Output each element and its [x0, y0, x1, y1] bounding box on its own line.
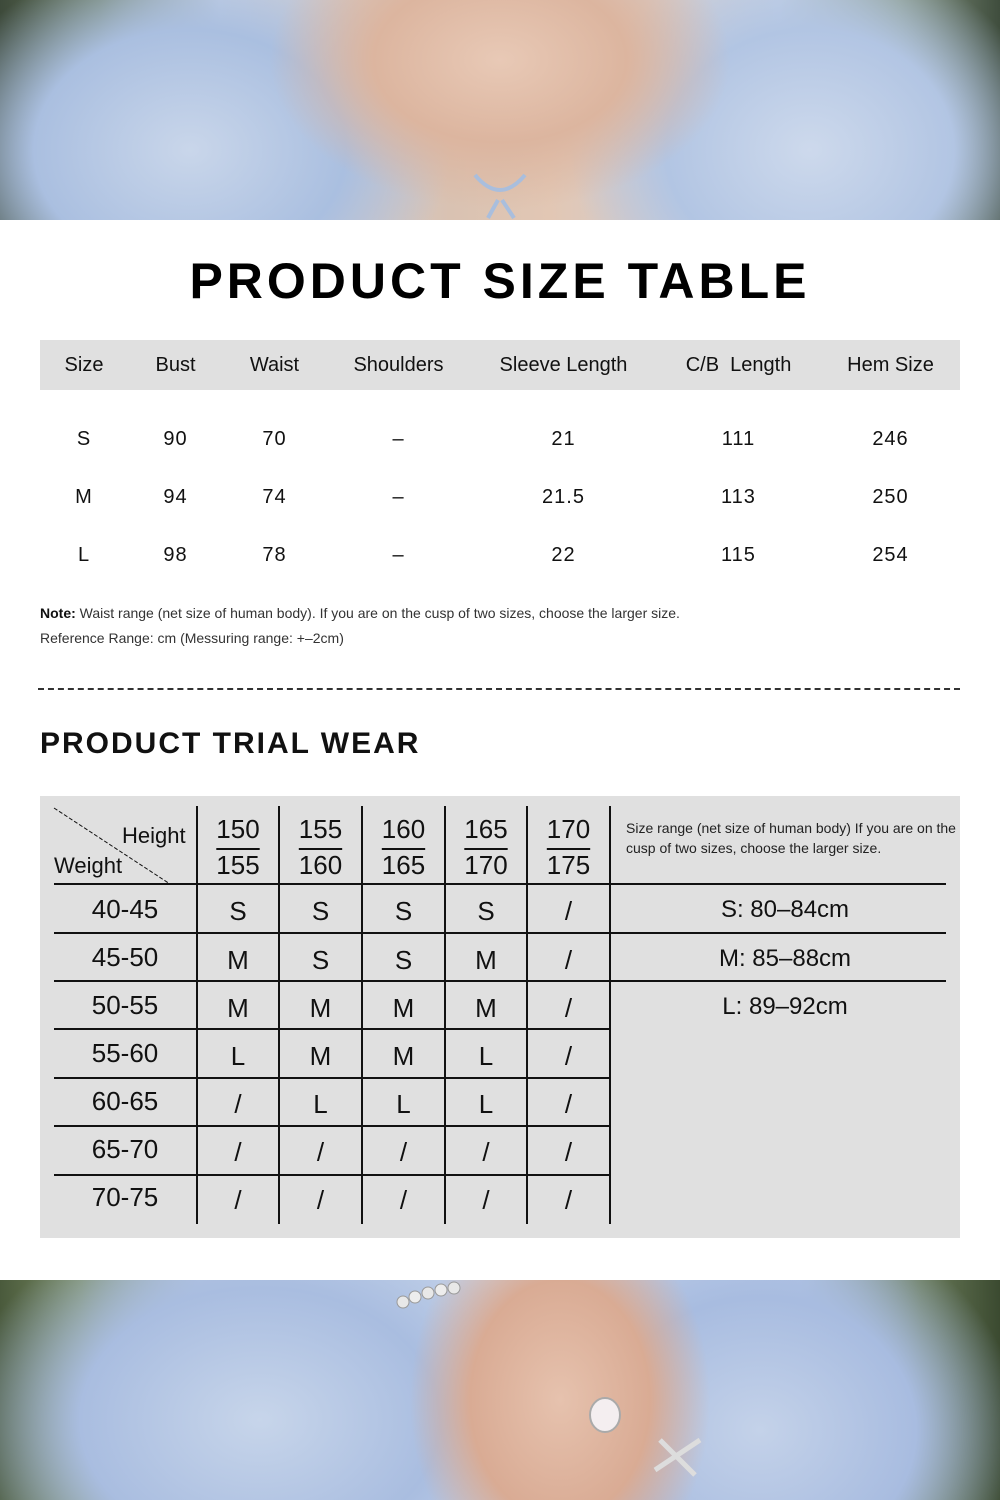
- size-cell: /: [482, 1185, 490, 1215]
- height-header: [445, 811, 527, 883]
- size-cell: M: [475, 993, 497, 1023]
- size-table-body: [40, 410, 960, 584]
- note-label: Note:: [40, 605, 76, 621]
- size-cell: /: [564, 1041, 573, 1071]
- size-cell: M: [309, 993, 332, 1023]
- size-table: [40, 340, 960, 584]
- header-bust: Bust: [155, 353, 196, 376]
- size-cell: /: [564, 993, 573, 1023]
- size-cell: L: [478, 1041, 494, 1071]
- table-cell: 111: [721, 427, 756, 450]
- weight-label: 70-75: [91, 1182, 159, 1212]
- size-cell: /: [316, 1185, 325, 1215]
- table-cell: M: [75, 485, 93, 508]
- height-to: 175: [546, 850, 591, 880]
- size-cell: S: [229, 896, 247, 926]
- size-cell: /: [564, 1089, 573, 1119]
- note-text: Waist range (net size of human body). If you are on the cusp of two sizes, choose the larger size.: [75, 605, 680, 621]
- size-cell: L: [230, 1041, 246, 1071]
- height-to: 160: [298, 850, 343, 880]
- size-cell: /: [564, 1185, 573, 1215]
- table-cell: 113: [721, 485, 756, 508]
- table-cell: –: [392, 427, 405, 450]
- size-cell: /: [234, 1089, 242, 1119]
- bottom-product-photo: [0, 1280, 1000, 1500]
- table-cell: 90: [163, 427, 188, 450]
- table-row: [40, 410, 960, 468]
- size-cell: S: [394, 945, 413, 975]
- height-from: 165: [464, 814, 508, 844]
- header-sleeve-length: Sleeve Length: [499, 353, 628, 376]
- size-cell: /: [234, 1137, 242, 1167]
- table-cell: L: [77, 543, 91, 566]
- trial-wear-table: [40, 796, 960, 1238]
- height-from: 155: [298, 814, 343, 844]
- table-cell: 250: [872, 485, 909, 508]
- weight-label: 50-55: [91, 990, 159, 1020]
- header-size: Size: [64, 353, 104, 376]
- size-note: [40, 605, 680, 621]
- size-cell: /: [234, 1185, 242, 1215]
- height-from: 160: [381, 814, 426, 844]
- size-cell: /: [564, 945, 573, 975]
- size-table-header: [40, 340, 960, 390]
- table-cell: 22: [551, 543, 576, 566]
- table-cell: 115: [721, 543, 756, 566]
- table-cell: 98: [163, 543, 188, 566]
- reference-range-note: Reference Range: cm (Messuring range: +–2cm): [40, 630, 344, 646]
- height-header: [279, 811, 362, 883]
- size-cell: S: [477, 896, 495, 926]
- height-to: 155: [216, 850, 260, 880]
- size-cell: /: [482, 1137, 490, 1167]
- trial-wear-title: PRODUCT TRIAL WEAR: [40, 727, 421, 760]
- size-cell: /: [399, 1185, 408, 1215]
- size-range-s: S: 80–84cm: [720, 896, 850, 923]
- height-header: [197, 811, 279, 883]
- header-cb-length: C/B Length: [685, 353, 792, 376]
- size-cell: M: [227, 993, 249, 1023]
- height-header: [362, 811, 445, 883]
- height-from: 150: [216, 814, 260, 844]
- size-cell: S: [394, 896, 413, 926]
- table-cell: 70: [262, 427, 287, 450]
- dashed-divider: [38, 688, 960, 690]
- weight-label: 55-60: [91, 1038, 159, 1068]
- size-cell: /: [564, 896, 573, 926]
- table-cell: –: [392, 543, 405, 566]
- ring: [585, 1395, 625, 1435]
- height-to: 170: [464, 850, 508, 880]
- size-cell: M: [392, 993, 415, 1023]
- size-cell: L: [396, 1089, 411, 1119]
- size-cell: M: [227, 945, 249, 975]
- header-shoulders: Shoulders: [353, 353, 444, 376]
- size-cell: M: [309, 1041, 332, 1071]
- size-cell: /: [316, 1137, 325, 1167]
- table-cell: 74: [262, 485, 287, 508]
- size-cell: L: [478, 1089, 494, 1119]
- ring: [650, 1430, 705, 1480]
- size-cell: /: [399, 1137, 408, 1167]
- size-cell: /: [564, 1137, 573, 1167]
- height-to: 165: [381, 850, 426, 880]
- header-waist: Waist: [249, 353, 300, 376]
- drawstring-tie: [470, 170, 530, 220]
- size-cell: S: [311, 896, 330, 926]
- table-cell: 21.5: [542, 485, 585, 508]
- weight-label: 60-65: [91, 1086, 159, 1116]
- page-title: PRODUCT SIZE TABLE: [189, 253, 811, 309]
- height-from: 170: [546, 814, 591, 844]
- size-cell: M: [392, 1041, 415, 1071]
- table-row: [40, 526, 960, 584]
- weight-label: 45-50: [91, 942, 159, 972]
- table-cell: 246: [872, 427, 909, 450]
- bracelet: [395, 1280, 470, 1312]
- weight-label: 65-70: [91, 1134, 159, 1164]
- table-cell: S: [76, 427, 92, 450]
- size-range-l: L: 89–92cm: [722, 993, 848, 1020]
- size-cell: S: [311, 945, 330, 975]
- table-cell: 78: [262, 543, 287, 566]
- size-cell: M: [475, 945, 497, 975]
- header-hem-size: Hem Size: [847, 353, 934, 376]
- size-range-m: M: 85–88cm: [718, 945, 852, 972]
- size-range-note: Size range (net size of human body) If you are on the cusp of two sizes, choose the larger size.: [626, 820, 956, 856]
- size-cell: L: [313, 1089, 328, 1119]
- table-cell: –: [392, 485, 405, 508]
- corner-weight-label: Weight: [54, 853, 123, 878]
- table-cell: 21: [551, 427, 576, 450]
- height-header: [527, 811, 610, 883]
- top-product-photo: [0, 0, 1000, 220]
- table-cell: 94: [163, 485, 188, 508]
- table-cell: 254: [872, 543, 909, 566]
- weight-label: 40-45: [91, 894, 159, 924]
- table-row: [40, 468, 960, 526]
- corner-height-label: Height: [122, 823, 186, 848]
